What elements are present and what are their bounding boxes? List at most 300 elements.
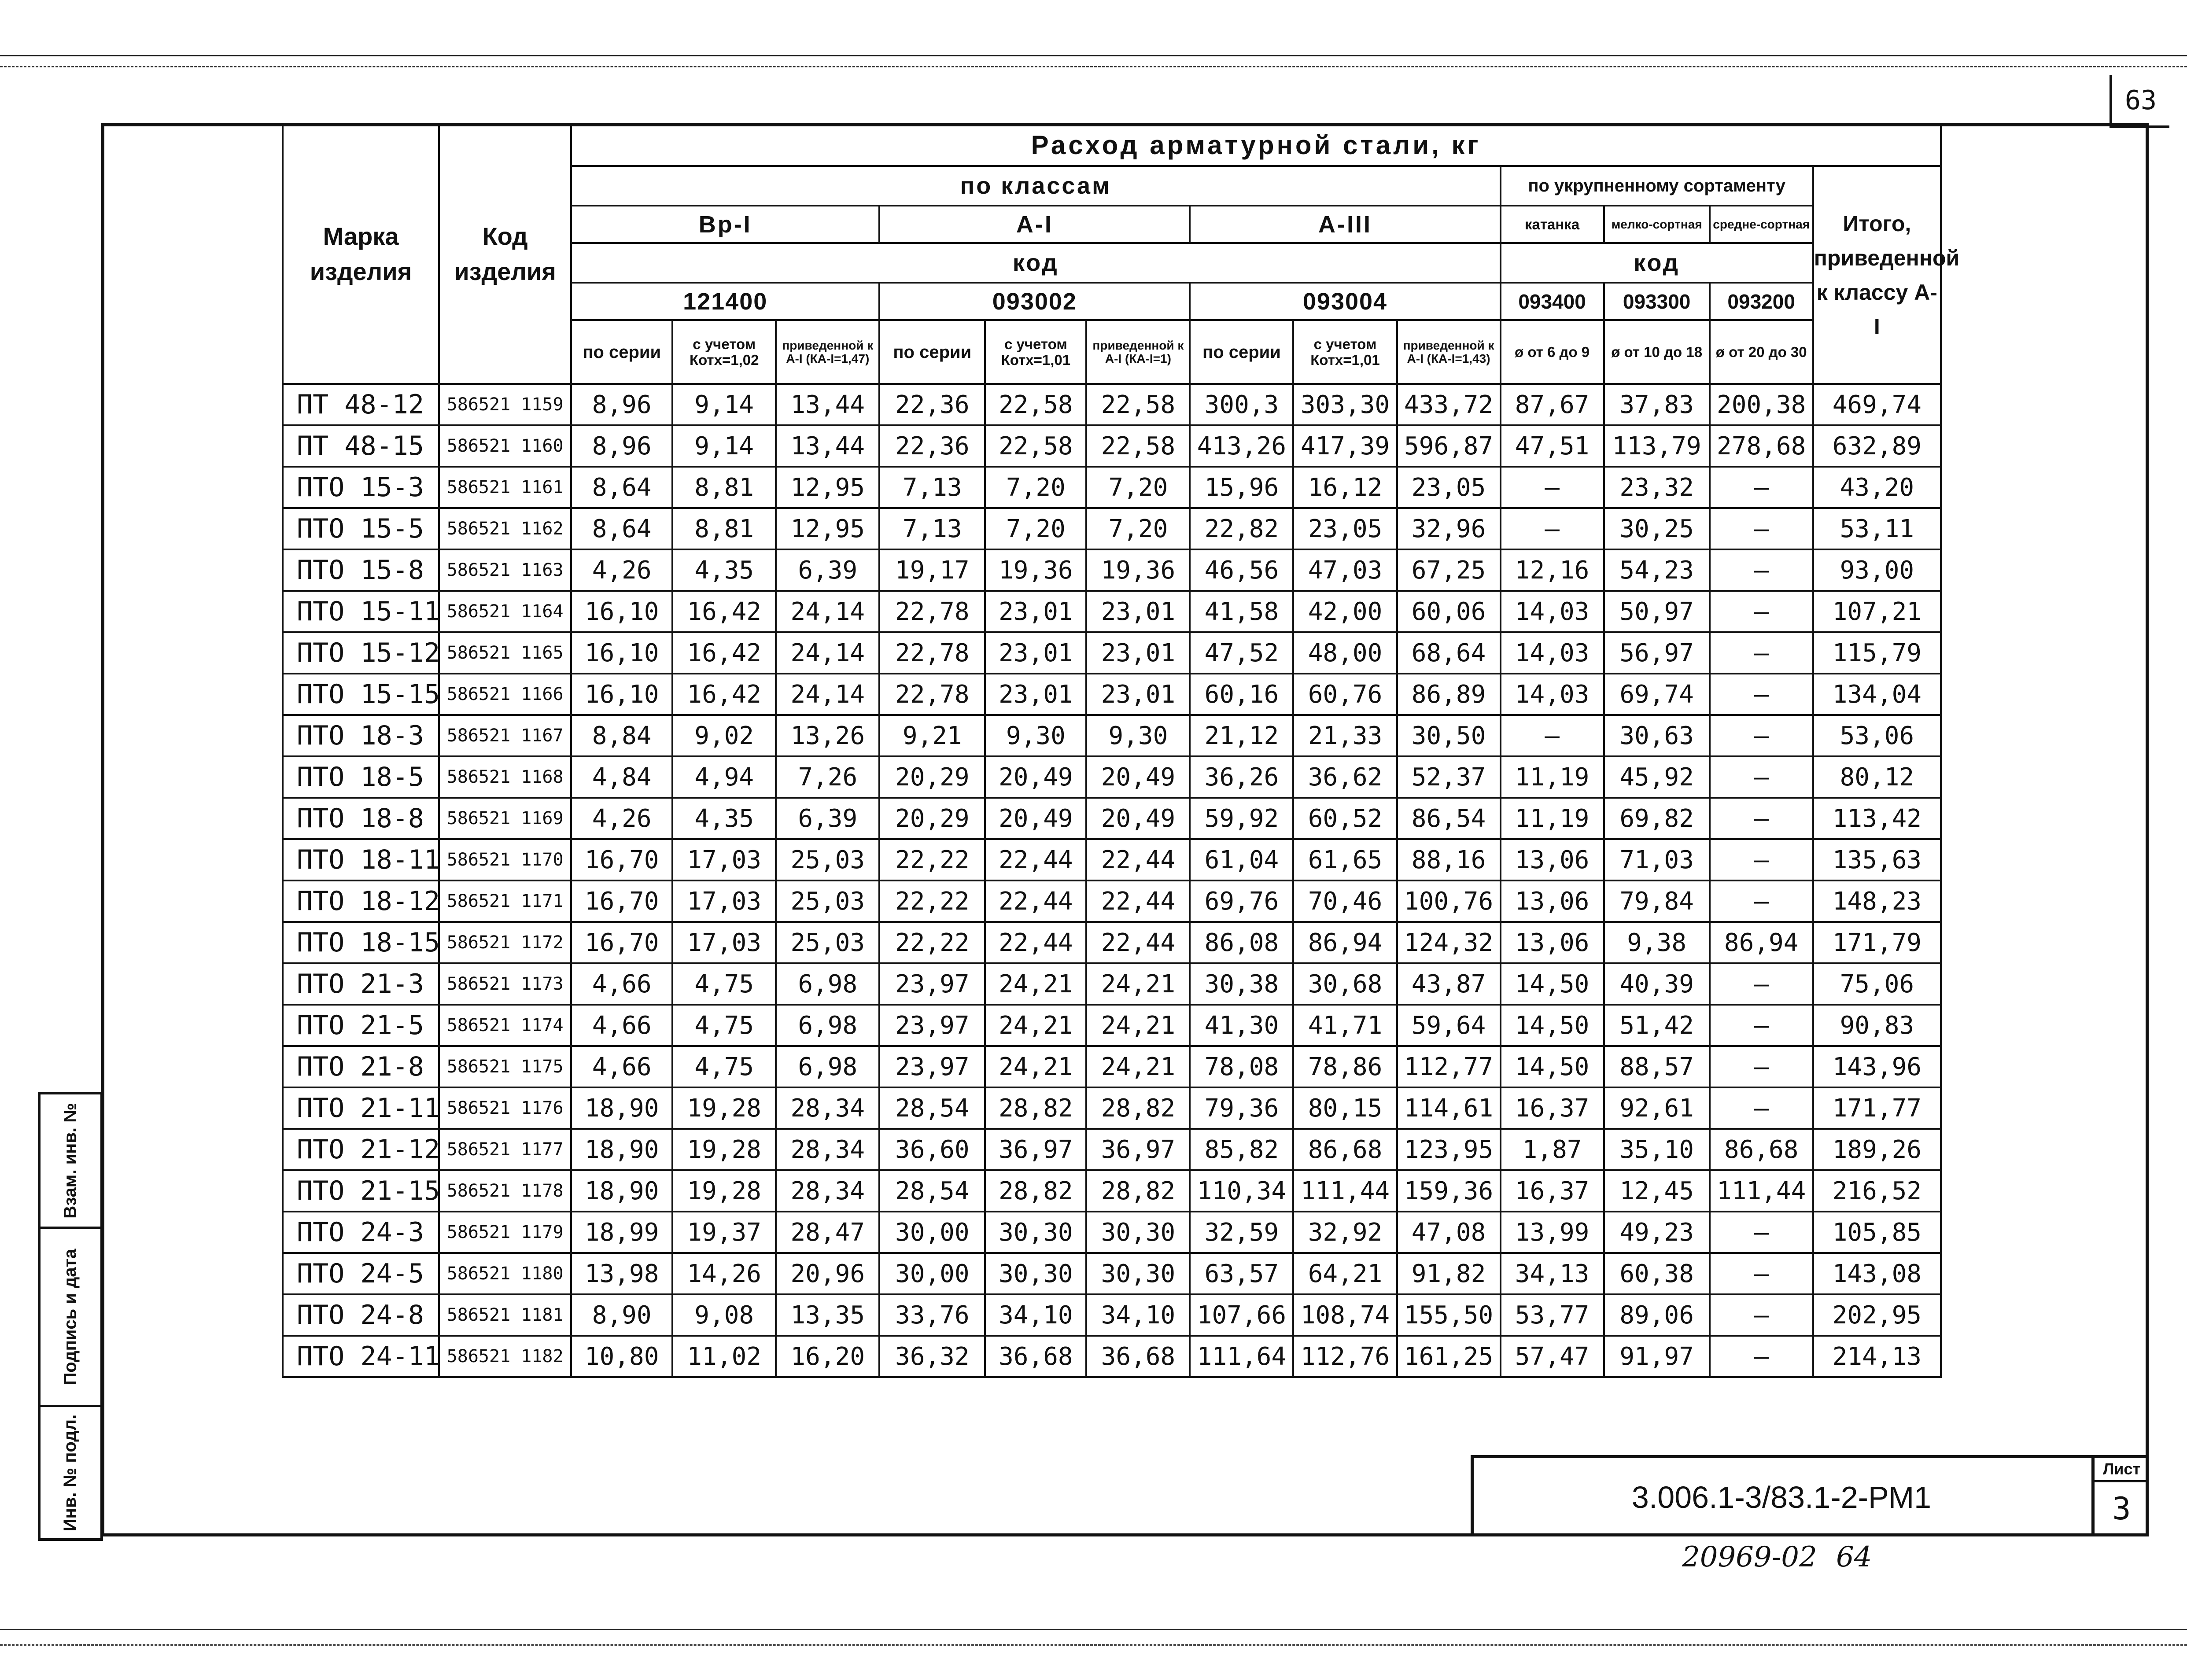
row-value-cell: 20,96 [776, 1253, 879, 1294]
header-code-093300: 093300 [1604, 283, 1710, 320]
scan-edge-top [0, 55, 2187, 56]
sub-header: приведенной к А-I (КА-I=1) [1086, 320, 1190, 384]
row-value-cell: 16,20 [776, 1336, 879, 1377]
row-value-cell: 14,50 [1501, 963, 1604, 1005]
row-value-cell: 85,82 [1190, 1129, 1293, 1170]
row-value-cell: — [1710, 1294, 1813, 1336]
row-value-cell: 23,01 [985, 632, 1086, 674]
row-value-cell: 111,44 [1293, 1170, 1397, 1212]
row-value-cell: 19,36 [985, 549, 1086, 591]
row-value-cell: 21,12 [1190, 715, 1293, 756]
row-value-cell: — [1501, 467, 1604, 508]
row-value-cell: 7,20 [985, 508, 1086, 549]
row-marka-cell: ПТО 21-5 [283, 1005, 439, 1046]
side-stamp-replacement-label: Взам. инв. № [60, 1102, 80, 1219]
row-value-cell: 107,21 [1813, 591, 1941, 632]
row-value-cell: 9,14 [672, 384, 776, 425]
row-kod-cell: 586521 1178 [439, 1170, 571, 1212]
row-value-cell: 7,20 [985, 467, 1086, 508]
row-value-cell: — [1710, 1087, 1813, 1129]
table-row [283, 1253, 1941, 1294]
header-rashod: Расход арматурной стали, кг [571, 124, 1941, 166]
row-value-cell: 4,75 [672, 1005, 776, 1046]
row-value-cell: 51,42 [1604, 1005, 1710, 1046]
row-value-cell: 19,36 [1086, 549, 1190, 591]
row-marka-cell: ПТО 21-12 [283, 1129, 439, 1170]
row-value-cell: 20,49 [985, 756, 1086, 798]
row-value-cell: 22,58 [985, 425, 1086, 467]
row-value-cell: 53,77 [1501, 1294, 1604, 1336]
row-value-cell: 632,89 [1813, 425, 1941, 467]
row-value-cell: 54,23 [1604, 549, 1710, 591]
row-value-cell: 20,29 [879, 756, 985, 798]
row-kod-cell: 586521 1160 [439, 425, 571, 467]
row-value-cell: 34,13 [1501, 1253, 1604, 1294]
row-value-cell: 22,78 [879, 591, 985, 632]
row-value-cell: 112,77 [1397, 1046, 1501, 1087]
row-value-cell: 469,74 [1813, 384, 1941, 425]
row-value-cell: 16,70 [571, 922, 672, 963]
row-value-cell: — [1710, 963, 1813, 1005]
row-value-cell: 8,64 [571, 508, 672, 549]
row-value-cell: 36,97 [1086, 1129, 1190, 1170]
row-value-cell: 80,15 [1293, 1087, 1397, 1129]
row-marka-cell: ПТО 18-5 [283, 756, 439, 798]
row-value-cell: 114,61 [1397, 1087, 1501, 1129]
row-value-cell: 78,86 [1293, 1046, 1397, 1087]
row-value-cell: 28,34 [776, 1087, 879, 1129]
row-value-cell: 36,26 [1190, 756, 1293, 798]
row-marka-cell: ПТО 21-15 [283, 1170, 439, 1212]
row-value-cell: 86,94 [1710, 922, 1813, 963]
table-row [283, 1212, 1941, 1253]
row-value-cell: 148,23 [1813, 881, 1941, 922]
row-value-cell: 60,52 [1293, 798, 1397, 839]
header-code-093002: 093002 [879, 283, 1190, 320]
row-kod-cell: 586521 1169 [439, 798, 571, 839]
sub-header: ø от 6 до 9 [1501, 320, 1604, 384]
row-marka-cell: ПТО 18-8 [283, 798, 439, 839]
table-row [283, 798, 1941, 839]
row-kod-cell: 586521 1180 [439, 1253, 571, 1294]
row-value-cell: 90,83 [1813, 1005, 1941, 1046]
row-value-cell: — [1710, 1212, 1813, 1253]
row-value-cell: 110,34 [1190, 1170, 1293, 1212]
row-value-cell: 21,33 [1293, 715, 1397, 756]
row-value-cell: 88,57 [1604, 1046, 1710, 1087]
row-value-cell: 43,87 [1397, 963, 1501, 1005]
row-value-cell: 300,3 [1190, 384, 1293, 425]
header-code-121400: 121400 [571, 283, 879, 320]
table-row [283, 549, 1941, 591]
row-value-cell: 36,68 [985, 1336, 1086, 1377]
row-value-cell: 46,56 [1190, 549, 1293, 591]
row-value-cell: 78,08 [1190, 1046, 1293, 1087]
row-value-cell: 8,84 [571, 715, 672, 756]
row-value-cell: 41,58 [1190, 591, 1293, 632]
row-value-cell: 28,34 [776, 1170, 879, 1212]
header-melkosortnaya: мелко-сортная [1604, 206, 1710, 243]
table-row [283, 756, 1941, 798]
row-marka-cell: ПТО 15-11 [283, 591, 439, 632]
header-itogo: Итого, приведенной к классу А-I [1813, 166, 1941, 384]
row-value-cell: 36,32 [879, 1336, 985, 1377]
row-value-cell: 143,96 [1813, 1046, 1941, 1087]
table-row [283, 1005, 1941, 1046]
row-value-cell: 23,97 [879, 1046, 985, 1087]
sheet-box [2091, 1455, 2149, 1536]
header-srednesortnaya: средне-сортная [1710, 206, 1813, 243]
row-value-cell: 100,76 [1397, 881, 1501, 922]
row-value-cell: 30,00 [879, 1253, 985, 1294]
row-value-cell: 13,44 [776, 425, 879, 467]
row-value-cell: 28,54 [879, 1170, 985, 1212]
table-row [283, 839, 1941, 881]
row-value-cell: 433,72 [1397, 384, 1501, 425]
header-katanka: катанка [1501, 206, 1604, 243]
row-value-cell: 22,58 [1086, 384, 1190, 425]
row-value-cell: 596,87 [1397, 425, 1501, 467]
row-value-cell: 9,30 [1086, 715, 1190, 756]
table-row [283, 467, 1941, 508]
row-value-cell: 30,50 [1397, 715, 1501, 756]
row-value-cell: 8,81 [672, 508, 776, 549]
row-value-cell: 19,28 [672, 1170, 776, 1212]
sub-header: ø от 10 до 18 [1604, 320, 1710, 384]
row-value-cell: 22,78 [879, 632, 985, 674]
row-value-cell: 278,68 [1710, 425, 1813, 467]
row-value-cell: 19,37 [672, 1212, 776, 1253]
row-value-cell: 7,20 [1086, 467, 1190, 508]
side-stamp-cell-signature [41, 1229, 100, 1407]
row-value-cell: 171,77 [1813, 1087, 1941, 1129]
row-value-cell: 14,03 [1501, 674, 1604, 715]
table-row [283, 881, 1941, 922]
row-value-cell: 28,47 [776, 1212, 879, 1253]
row-kod-cell: 586521 1159 [439, 384, 571, 425]
row-value-cell: 20,49 [1086, 756, 1190, 798]
row-value-cell: 50,97 [1604, 591, 1710, 632]
row-value-cell: 9,38 [1604, 922, 1710, 963]
row-value-cell: 113,79 [1604, 425, 1710, 467]
row-value-cell: 30,38 [1190, 963, 1293, 1005]
row-value-cell: 16,37 [1501, 1170, 1604, 1212]
side-stamp-cell-original [41, 1407, 100, 1538]
row-value-cell: 105,85 [1813, 1212, 1941, 1253]
title-block [1471, 1455, 2091, 1536]
row-value-cell: 23,01 [1086, 632, 1190, 674]
row-value-cell: 6,98 [776, 1005, 879, 1046]
page-number-top-text: 63 [2124, 85, 2157, 116]
row-value-cell: — [1710, 549, 1813, 591]
row-value-cell: 30,25 [1604, 508, 1710, 549]
row-value-cell: 56,97 [1604, 632, 1710, 674]
row-value-cell: 60,76 [1293, 674, 1397, 715]
row-value-cell: 22,22 [879, 839, 985, 881]
row-value-cell: 20,29 [879, 798, 985, 839]
side-stamp-signature-label: Подпись и дата [60, 1249, 80, 1385]
row-value-cell: 30,68 [1293, 963, 1397, 1005]
row-value-cell: 134,04 [1813, 674, 1941, 715]
row-value-cell: 4,35 [672, 798, 776, 839]
row-marka-cell: ПТО 18-15 [283, 922, 439, 963]
sub-header: с учетом Котх=1,01 [1293, 320, 1397, 384]
row-value-cell: 36,68 [1086, 1336, 1190, 1377]
row-value-cell: 24,21 [1086, 963, 1190, 1005]
row-value-cell: 4,66 [571, 1005, 672, 1046]
scan-edge-bottom [0, 1629, 2187, 1630]
row-value-cell: 4,94 [672, 756, 776, 798]
row-value-cell: 22,44 [985, 881, 1086, 922]
row-value-cell: 9,30 [985, 715, 1086, 756]
row-value-cell: 8,81 [672, 467, 776, 508]
row-value-cell: — [1710, 1046, 1813, 1087]
row-kod-cell: 586521 1173 [439, 963, 571, 1005]
header-marka: Марка изделия [283, 124, 439, 384]
row-value-cell: 1,87 [1501, 1129, 1604, 1170]
row-value-cell: 57,47 [1501, 1336, 1604, 1377]
row-value-cell: 25,03 [776, 839, 879, 881]
row-kod-cell: 586521 1167 [439, 715, 571, 756]
row-value-cell: 22,44 [985, 922, 1086, 963]
row-value-cell: 24,21 [1086, 1005, 1190, 1046]
row-value-cell: 53,11 [1813, 508, 1941, 549]
row-value-cell: — [1710, 881, 1813, 922]
row-value-cell: 45,92 [1604, 756, 1710, 798]
table-row [283, 1170, 1941, 1212]
row-value-cell: 4,84 [571, 756, 672, 798]
row-value-cell: 17,03 [672, 922, 776, 963]
row-value-cell: 28,82 [1086, 1170, 1190, 1212]
row-value-cell: 47,03 [1293, 549, 1397, 591]
row-value-cell: 16,42 [672, 632, 776, 674]
row-value-cell: 41,30 [1190, 1005, 1293, 1046]
steel-consumption-table [282, 123, 1960, 1378]
header-code-093200: 093200 [1710, 283, 1813, 320]
row-value-cell: 32,59 [1190, 1212, 1293, 1253]
row-value-cell: 214,13 [1813, 1336, 1941, 1377]
row-value-cell: 47,52 [1190, 632, 1293, 674]
row-value-cell: 91,97 [1604, 1336, 1710, 1377]
row-marka-cell: ПТО 21-8 [283, 1046, 439, 1087]
sub-header: приведенной к А-I (КА-I=1,47) [776, 320, 879, 384]
row-kod-cell: 586521 1181 [439, 1294, 571, 1336]
row-value-cell: 6,39 [776, 549, 879, 591]
row-value-cell: 14,03 [1501, 632, 1604, 674]
row-value-cell: 30,30 [1086, 1253, 1190, 1294]
row-value-cell: 11,19 [1501, 756, 1604, 798]
row-kod-cell: 586521 1161 [439, 467, 571, 508]
row-value-cell: 171,79 [1813, 922, 1941, 963]
row-value-cell: 143,08 [1813, 1253, 1941, 1294]
row-value-cell: 80,12 [1813, 756, 1941, 798]
table-row [283, 1129, 1941, 1170]
row-value-cell: — [1710, 632, 1813, 674]
row-value-cell: 67,25 [1397, 549, 1501, 591]
row-value-cell: 135,63 [1813, 839, 1941, 881]
row-value-cell: 9,08 [672, 1294, 776, 1336]
row-value-cell: 22,58 [1086, 425, 1190, 467]
row-marka-cell: ПТО 24-8 [283, 1294, 439, 1336]
row-value-cell: 36,60 [879, 1129, 985, 1170]
row-value-cell: 60,16 [1190, 674, 1293, 715]
archive-page: 64 [1836, 1541, 1872, 1573]
row-value-cell: 20,49 [985, 798, 1086, 839]
row-value-cell: — [1710, 839, 1813, 881]
sub-header: ø от 20 до 30 [1710, 320, 1813, 384]
row-marka-cell: ПТО 15-8 [283, 549, 439, 591]
row-value-cell: 22,22 [879, 922, 985, 963]
header-code-093400: 093400 [1501, 283, 1604, 320]
row-value-cell: 11,02 [672, 1336, 776, 1377]
side-stamp-original-label: Инв. № подл. [60, 1414, 80, 1531]
row-value-cell: 32,92 [1293, 1212, 1397, 1253]
row-kod-cell: 586521 1179 [439, 1212, 571, 1253]
row-value-cell: 14,50 [1501, 1005, 1604, 1046]
table-row [283, 1087, 1941, 1129]
table-row [283, 715, 1941, 756]
row-kod-cell: 586521 1163 [439, 549, 571, 591]
row-kod-cell: 586521 1170 [439, 839, 571, 881]
row-value-cell: 13,06 [1501, 922, 1604, 963]
row-value-cell: 11,19 [1501, 798, 1604, 839]
row-value-cell: 61,65 [1293, 839, 1397, 881]
row-value-cell: 23,01 [1086, 591, 1190, 632]
row-value-cell: 23,32 [1604, 467, 1710, 508]
row-value-cell: 30,30 [1086, 1212, 1190, 1253]
row-value-cell: 28,82 [985, 1087, 1086, 1129]
table-row [283, 1336, 1941, 1377]
row-value-cell: 32,96 [1397, 508, 1501, 549]
row-value-cell: 4,75 [672, 1046, 776, 1087]
row-value-cell: 61,04 [1190, 839, 1293, 881]
row-value-cell: 52,37 [1397, 756, 1501, 798]
table-row [283, 922, 1941, 963]
row-value-cell: 68,64 [1397, 632, 1501, 674]
table-row [283, 384, 1941, 425]
header-code-093004: 093004 [1190, 283, 1500, 320]
row-value-cell: 13,06 [1501, 881, 1604, 922]
sub-header: приведенной к А-I (КА-I=1,43) [1397, 320, 1501, 384]
row-value-cell: 22,44 [1086, 922, 1190, 963]
row-value-cell: 13,44 [776, 384, 879, 425]
row-value-cell: 30,63 [1604, 715, 1710, 756]
row-value-cell: 75,06 [1813, 963, 1941, 1005]
row-value-cell: 33,76 [879, 1294, 985, 1336]
row-value-cell: 47,08 [1397, 1212, 1501, 1253]
row-marka-cell: ПТО 15-5 [283, 508, 439, 549]
sub-header: по серии [879, 320, 985, 384]
row-value-cell: 4,35 [672, 549, 776, 591]
scan-edge-top-dash [0, 66, 2187, 67]
row-value-cell: 111,64 [1190, 1336, 1293, 1377]
row-value-cell: 35,10 [1604, 1129, 1710, 1170]
archive-number: 20969-02 [1682, 1541, 1817, 1573]
scan-edge-bottom-dash [0, 1644, 2187, 1646]
row-value-cell: 159,36 [1397, 1170, 1501, 1212]
row-value-cell: 12,95 [776, 508, 879, 549]
row-kod-cell: 586521 1172 [439, 922, 571, 963]
sub-header: с учетом Котх=1,02 [672, 320, 776, 384]
row-value-cell: 4,66 [571, 1046, 672, 1087]
header-po-klassam: по классам [571, 166, 1500, 206]
row-value-cell: 16,10 [571, 591, 672, 632]
row-value-cell: 16,70 [571, 881, 672, 922]
row-value-cell: 40,39 [1604, 963, 1710, 1005]
row-value-cell: 417,39 [1293, 425, 1397, 467]
sub-header: по серии [571, 320, 672, 384]
row-value-cell: 25,03 [776, 881, 879, 922]
row-value-cell: 303,30 [1293, 384, 1397, 425]
row-value-cell: 200,38 [1710, 384, 1813, 425]
row-value-cell: 28,54 [879, 1087, 985, 1129]
header-kod-sortament: код [1501, 243, 1813, 283]
row-value-cell: 155,50 [1397, 1294, 1501, 1336]
row-value-cell: 24,14 [776, 632, 879, 674]
row-value-cell: 22,58 [985, 384, 1086, 425]
row-value-cell: 19,28 [672, 1087, 776, 1129]
row-value-cell: 9,02 [672, 715, 776, 756]
row-value-cell: 28,82 [985, 1170, 1086, 1212]
table-row [283, 632, 1941, 674]
row-value-cell: 9,14 [672, 425, 776, 467]
row-value-cell: 89,06 [1604, 1294, 1710, 1336]
row-value-cell: 86,94 [1293, 922, 1397, 963]
row-value-cell: 36,97 [985, 1129, 1086, 1170]
row-value-cell: 59,64 [1397, 1005, 1501, 1046]
row-value-cell: 4,75 [672, 963, 776, 1005]
sub-header: по серии [1190, 320, 1293, 384]
row-marka-cell: ПТ 48-15 [283, 425, 439, 467]
row-value-cell: 43,20 [1813, 467, 1941, 508]
row-value-cell: 69,76 [1190, 881, 1293, 922]
row-marka-cell: ПТО 18-12 [283, 881, 439, 922]
row-value-cell: 86,68 [1710, 1129, 1813, 1170]
row-value-cell: 37,83 [1604, 384, 1710, 425]
row-marka-cell: ПТ 48-12 [283, 384, 439, 425]
row-value-cell: 15,96 [1190, 467, 1293, 508]
row-value-cell: 23,01 [985, 591, 1086, 632]
row-value-cell: 91,82 [1397, 1253, 1501, 1294]
row-value-cell: 60,38 [1604, 1253, 1710, 1294]
table-row [283, 963, 1941, 1005]
row-value-cell: 8,96 [571, 384, 672, 425]
row-value-cell: 30,00 [879, 1212, 985, 1253]
row-value-cell: 124,32 [1397, 922, 1501, 963]
row-value-cell: 6,98 [776, 1046, 879, 1087]
row-value-cell: 20,49 [1086, 798, 1190, 839]
row-value-cell: 24,21 [985, 1046, 1086, 1087]
row-marka-cell: ПТО 15-12 [283, 632, 439, 674]
row-value-cell: 7,13 [879, 467, 985, 508]
row-value-cell: — [1710, 1005, 1813, 1046]
row-value-cell: 30,30 [985, 1212, 1086, 1253]
row-value-cell: 6,98 [776, 963, 879, 1005]
header-po-sortamentu: по укрупненному сортаменту [1501, 166, 1813, 206]
row-value-cell: — [1710, 715, 1813, 756]
row-value-cell: 59,92 [1190, 798, 1293, 839]
table-row [283, 1046, 1941, 1087]
row-value-cell: 19,17 [879, 549, 985, 591]
row-value-cell: 18,90 [571, 1087, 672, 1129]
row-kod-cell: 586521 1164 [439, 591, 571, 632]
row-value-cell: 13,06 [1501, 839, 1604, 881]
row-value-cell: 86,08 [1190, 922, 1293, 963]
row-value-cell: 112,76 [1293, 1336, 1397, 1377]
row-value-cell: 71,03 [1604, 839, 1710, 881]
row-value-cell: 23,01 [985, 674, 1086, 715]
row-value-cell: 16,70 [571, 839, 672, 881]
